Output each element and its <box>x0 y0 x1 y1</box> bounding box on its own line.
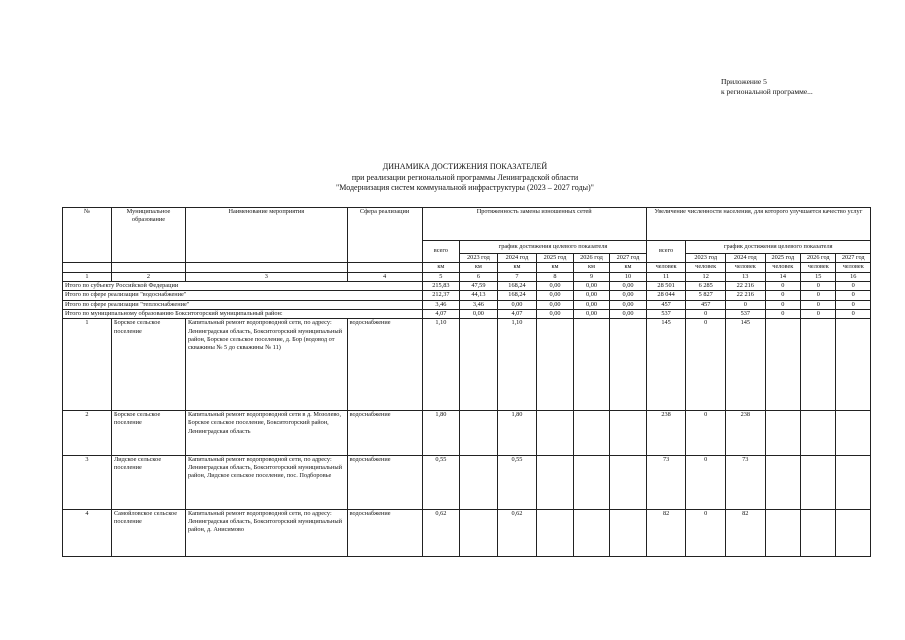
unit-empty <box>347 263 422 272</box>
total-value: 5 827 <box>686 291 726 300</box>
population-group-header: Увеличение численности населения, для которого улучшается качество услуг <box>646 208 870 241</box>
row-people-2026 <box>801 319 836 411</box>
total-value: 0 <box>765 310 800 319</box>
row-km-2025 <box>537 411 573 456</box>
row-measure: Капитальный ремонт водопроводной сети, по адресу: Ленинградская область, Бокситогорский муниципальный район, д. Анисимово <box>186 510 348 557</box>
row-people-2025 <box>765 510 800 557</box>
col-municipality-header: Муниципальное образование <box>111 208 185 263</box>
row-total-km: 0,55 <box>422 456 460 510</box>
row-km-2023 <box>460 319 498 411</box>
row-measure: Капитальный ремонт водопроводной сети, по адресу: Ленинградская область, Бокситогорский муниципальный район, Лидское сельское поселение, пос. Подборовье <box>186 456 348 510</box>
length-group-header: Протяженность замены изношенных сетей <box>422 208 646 241</box>
column-number: 9 <box>573 272 609 281</box>
row-total-km: 0,62 <box>422 510 460 557</box>
column-number: 11 <box>646 272 686 281</box>
unit-empty <box>186 263 348 272</box>
row-people-2027 <box>836 510 871 557</box>
length-year-2024: 2024 год <box>497 253 537 262</box>
row-km-2026 <box>573 411 609 456</box>
row-sphere: водоснабжение <box>347 411 422 456</box>
row-km-2027 <box>610 510 647 557</box>
row-measure: Капитальный ремонт водопроводной сети в д. Мозолево, Борское сельское поселение, Бокситогорский район, Ленинградская область <box>186 411 348 456</box>
row-people-2023: 0 <box>686 510 726 557</box>
total-value: 0,00 <box>537 291 573 300</box>
total-row-subject <box>63 281 871 290</box>
total-value: 537 <box>726 310 766 319</box>
column-number: 4 <box>347 272 422 281</box>
total-value: 537 <box>646 310 686 319</box>
document-heading <box>260 162 670 194</box>
total-value: 0 <box>801 291 836 300</box>
total-value: 28 501 <box>646 281 686 290</box>
total-label: Итого по субъекту Российской Федерации <box>63 281 423 290</box>
total-label: Итого по муниципальному образованию Бокситогорский муниципальный район: <box>63 310 423 319</box>
total-value: 0 <box>686 310 726 319</box>
total-value: 0,00 <box>573 300 609 309</box>
row-km-2027 <box>610 456 647 510</box>
total-value: 168,24 <box>497 281 537 290</box>
column-number: 10 <box>610 272 647 281</box>
unit-people: человек <box>646 263 686 272</box>
total-value: 0 <box>765 291 800 300</box>
total-value: 0 <box>801 310 836 319</box>
unit-km: км <box>573 263 609 272</box>
length-year-2027: 2027 год <box>610 253 647 262</box>
unit-people: человек <box>686 263 726 272</box>
total-value: 457 <box>686 300 726 309</box>
unit-km: км <box>460 263 498 272</box>
unit-people: человек <box>801 263 836 272</box>
row-people-2025 <box>765 456 800 510</box>
total-value: 0,00 <box>573 310 609 319</box>
row-km-2025 <box>537 319 573 411</box>
table-row <box>63 319 871 411</box>
total-value: 168,24 <box>497 291 537 300</box>
unit-people: человек <box>765 263 800 272</box>
row-people-2024: 238 <box>726 411 766 456</box>
total-value: 0,00 <box>460 310 498 319</box>
table-row <box>63 411 871 456</box>
row-km-2024: 0,62 <box>497 510 537 557</box>
row-number: 3 <box>63 456 112 510</box>
row-km-2024: 1,80 <box>497 411 537 456</box>
row-people-2026 <box>801 456 836 510</box>
col-measure-header: Наименование мероприятия <box>186 208 348 263</box>
row-people-2023: 0 <box>686 456 726 510</box>
total-value: 3,46 <box>422 300 460 309</box>
length-year-2025: 2025 год <box>537 253 573 262</box>
header-row-units <box>63 263 871 272</box>
row-sphere: водоснабжение <box>347 510 422 557</box>
population-year-2025: 2025 год <box>765 253 800 262</box>
row-people-2025 <box>765 411 800 456</box>
row-km-2023 <box>460 510 498 557</box>
row-municipality: Лидское сельское поселение <box>111 456 185 510</box>
total-value: 0,00 <box>537 281 573 290</box>
col-no-header: № <box>63 208 112 263</box>
total-row-heat <box>63 300 871 309</box>
row-municipality: Борское сельское поселение <box>111 319 185 411</box>
column-number: 12 <box>686 272 726 281</box>
length-total-header: всего <box>422 240 460 263</box>
unit-empty <box>111 263 185 272</box>
column-number: 14 <box>765 272 800 281</box>
total-value: 0 <box>765 281 800 290</box>
row-people-2024: 73 <box>726 456 766 510</box>
indicators-table <box>62 207 871 557</box>
total-value: 0 <box>836 310 871 319</box>
total-value: 6 285 <box>686 281 726 290</box>
row-total-people: 82 <box>646 510 686 557</box>
appendix-line-1: Приложение 5 <box>721 77 767 86</box>
row-people-2027 <box>836 411 871 456</box>
total-value: 22 216 <box>726 281 766 290</box>
row-number: 2 <box>63 411 112 456</box>
column-number: 13 <box>726 272 766 281</box>
heading-subtitle: при реализации региональной программы Ленинградской области <box>351 172 579 182</box>
heading-title: ДИНАМИКА ДОСТИЖЕНИЯ ПОКАЗАТЕЛЕЙ <box>382 162 548 171</box>
row-people-2025 <box>765 319 800 411</box>
row-total-people: 238 <box>646 411 686 456</box>
total-value: 0 <box>726 300 766 309</box>
table-row <box>63 456 871 510</box>
row-km-2023 <box>460 411 498 456</box>
total-value: 0,00 <box>610 310 647 319</box>
appendix-caption <box>721 77 813 97</box>
heading-program-name: "Модернизация систем коммунальной инфраструктуры (2023 – 2027 годы)" <box>336 183 594 192</box>
row-number: 4 <box>63 510 112 557</box>
unit-km: км <box>537 263 573 272</box>
population-year-2024: 2024 год <box>726 253 766 262</box>
total-value: 0 <box>801 281 836 290</box>
column-number: 15 <box>801 272 836 281</box>
row-people-2026 <box>801 510 836 557</box>
column-number: 16 <box>836 272 871 281</box>
row-total-people: 73 <box>646 456 686 510</box>
column-number: 3 <box>186 272 348 281</box>
column-number: 6 <box>460 272 498 281</box>
row-people-2024: 82 <box>726 510 766 557</box>
total-value: 0 <box>836 281 871 290</box>
row-km-2024: 0,55 <box>497 456 537 510</box>
row-sphere: водоснабжение <box>347 319 422 411</box>
population-year-2023: 2023 год <box>686 253 726 262</box>
population-year-2027: 2027 год <box>836 253 871 262</box>
row-km-2026 <box>573 319 609 411</box>
unit-km: км <box>497 263 537 272</box>
unit-people: человек <box>836 263 871 272</box>
total-row-water <box>63 291 871 300</box>
row-people-2023: 0 <box>686 411 726 456</box>
appendix-line-2: к региональной программе... <box>721 87 813 96</box>
population-total-header: всего <box>646 240 686 263</box>
total-value: 4,07 <box>422 310 460 319</box>
total-value: 22 216 <box>726 291 766 300</box>
total-row-municipality <box>63 310 871 319</box>
column-number: 1 <box>63 272 112 281</box>
row-km-2027 <box>610 319 647 411</box>
total-value: 3,46 <box>460 300 498 309</box>
row-km-2025 <box>537 456 573 510</box>
total-value: 215,83 <box>422 281 460 290</box>
length-year-2023: 2023 год <box>460 253 498 262</box>
row-people-2027 <box>836 456 871 510</box>
total-value: 0,00 <box>537 310 573 319</box>
unit-km: км <box>422 263 460 272</box>
total-value: 0,00 <box>573 281 609 290</box>
total-value: 44,13 <box>460 291 498 300</box>
total-value: 0,00 <box>537 300 573 309</box>
header-row-column-numbers <box>63 272 871 281</box>
total-value: 47,59 <box>460 281 498 290</box>
table-row <box>63 510 871 557</box>
total-label: Итого по сфере реализации "водоснабжение" <box>63 291 423 300</box>
row-number: 1 <box>63 319 112 411</box>
unit-people: человек <box>726 263 766 272</box>
total-value: 0,00 <box>497 300 537 309</box>
total-value: 0 <box>836 291 871 300</box>
row-people-2027 <box>836 319 871 411</box>
length-year-2026: 2026 год <box>573 253 609 262</box>
row-total-people: 145 <box>646 319 686 411</box>
row-km-2023 <box>460 456 498 510</box>
total-value: 212,37 <box>422 291 460 300</box>
row-sphere: водоснабжение <box>347 456 422 510</box>
row-people-2024: 145 <box>726 319 766 411</box>
population-year-2026: 2026 год <box>801 253 836 262</box>
total-value: 28 044 <box>646 291 686 300</box>
total-value: 0,00 <box>610 300 647 309</box>
row-total-km: 1,80 <box>422 411 460 456</box>
length-schedule-header: график достижения целевого показателя <box>460 240 647 253</box>
total-value: 0,00 <box>610 291 647 300</box>
total-value: 0 <box>801 300 836 309</box>
column-number: 2 <box>111 272 185 281</box>
row-km-2024: 1,10 <box>497 319 537 411</box>
column-number: 7 <box>497 272 537 281</box>
row-people-2023: 0 <box>686 319 726 411</box>
total-value: 457 <box>646 300 686 309</box>
total-value: 0 <box>765 300 800 309</box>
total-value: 0,00 <box>573 291 609 300</box>
row-measure: Капитальный ремонт водопроводной сети, по адресу: Ленинградская область, Бокситогорский муниципальный район, Борское сельское поселение, д. Бор (водовод от скважины № 5 до скважины № 11) <box>186 319 348 411</box>
row-km-2026 <box>573 510 609 557</box>
column-number: 5 <box>422 272 460 281</box>
unit-empty <box>63 263 112 272</box>
column-number: 8 <box>537 272 573 281</box>
row-km-2025 <box>537 510 573 557</box>
row-people-2026 <box>801 411 836 456</box>
total-value: 0 <box>836 300 871 309</box>
total-value: 0,00 <box>610 281 647 290</box>
total-value: 4,07 <box>497 310 537 319</box>
population-schedule-header: график достижения целевого показателя <box>686 240 871 253</box>
total-label: Итого по сфере реализации "теплоснабжение" <box>63 300 423 309</box>
unit-km: км <box>610 263 647 272</box>
row-km-2027 <box>610 411 647 456</box>
header-row-1 <box>63 208 871 241</box>
col-sphere-header: Сфера реализации <box>347 208 422 263</box>
row-km-2026 <box>573 456 609 510</box>
row-municipality: Борское сельское поселение <box>111 411 185 456</box>
row-municipality: Самойловское сельское поселение <box>111 510 185 557</box>
row-total-km: 1,10 <box>422 319 460 411</box>
